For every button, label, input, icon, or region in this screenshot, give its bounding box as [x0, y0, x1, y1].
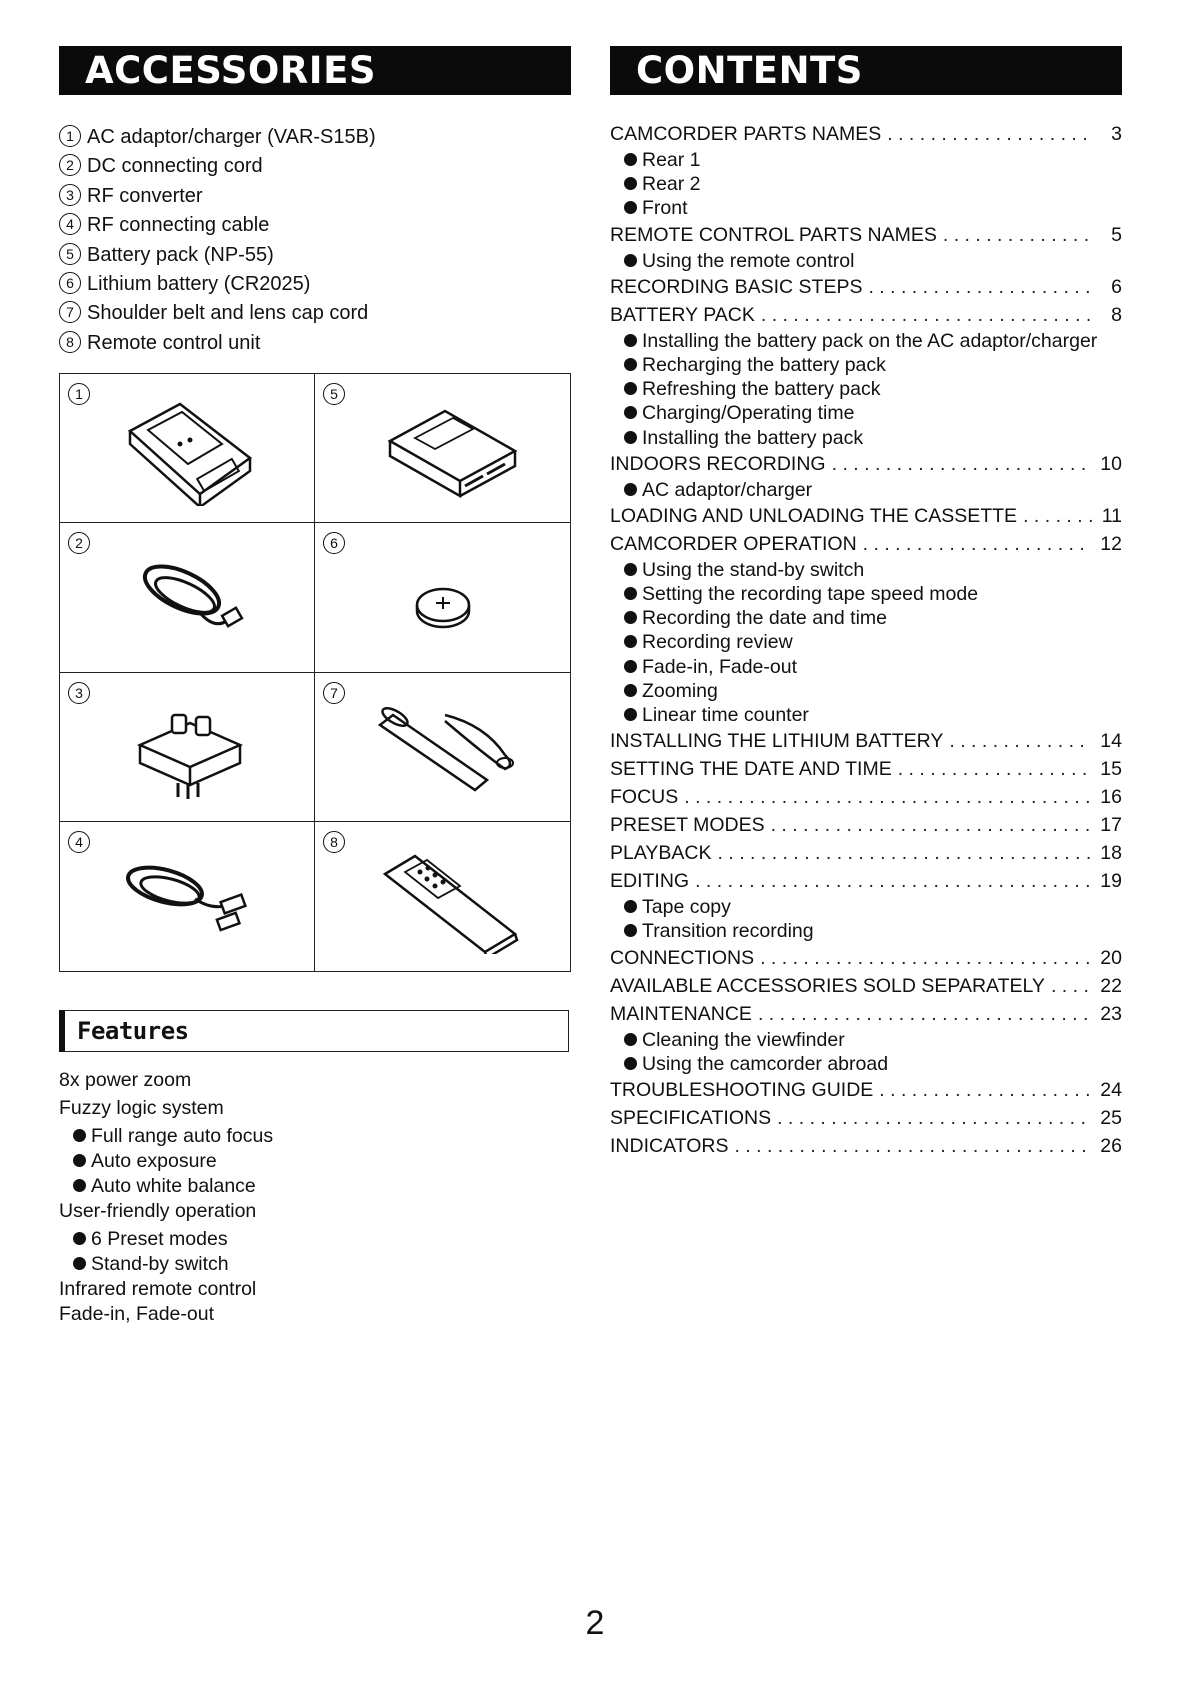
grid-cell-ac-adaptor: [60, 374, 315, 523]
feature-subitem: [59, 1174, 273, 1199]
dot-leader: [777, 1104, 1092, 1132]
toc-subentry-label: Recording review: [642, 631, 793, 654]
table-of-contents: [610, 120, 1122, 1160]
toc-subentry-label: Refreshing the battery pack: [642, 378, 881, 401]
toc-entry: [610, 755, 1122, 783]
bullet-icon: [624, 483, 637, 496]
toc-entry: [610, 1076, 1122, 1104]
toc-entry-page: 18: [1100, 842, 1122, 865]
toc-entry-page: 20: [1100, 946, 1122, 969]
toc-subentry: [610, 703, 1122, 727]
toc-subentry: [610, 558, 1122, 582]
dot-leader: [868, 273, 1092, 301]
grid-cell-rf-converter: [60, 673, 315, 822]
item-number: 3: [68, 682, 90, 704]
bullet-icon: [624, 635, 637, 648]
toc-entry: [610, 120, 1122, 148]
toc-entry-title: REMOTE CONTROL PARTS NAMES: [610, 223, 937, 246]
dot-leader: [1023, 502, 1092, 530]
toc-entry: [610, 273, 1122, 301]
item-number: 4: [59, 213, 81, 235]
toc-subentry: [610, 329, 1122, 353]
bullet-icon: [73, 1232, 86, 1245]
toc-subentry-label: Rear 2: [642, 173, 701, 196]
item-number: 4: [68, 831, 90, 853]
accessory-item: [59, 123, 571, 152]
feature-item: 8x power zoom: [59, 1069, 192, 1091]
feature-item: Fade-in, Fade-out: [59, 1303, 215, 1325]
grid-cell-rf-cable: [60, 822, 315, 971]
toc-entry-title: PLAYBACK: [610, 842, 712, 865]
accessory-label: Lithium battery (CR2025): [87, 272, 311, 295]
accessory-item: [59, 329, 571, 358]
dot-leader: [771, 811, 1092, 839]
toc-subentry: [610, 1028, 1122, 1052]
toc-entry-title: AVAILABLE ACCESSORIES SOLD SEPARATELY: [610, 974, 1045, 997]
toc-entry-page: 17: [1100, 814, 1122, 837]
toc-subentry: [610, 919, 1122, 943]
toc-subentry: [610, 249, 1122, 273]
accessory-item: [59, 270, 571, 299]
accessory-label: AC adaptor/charger (VAR-S15B): [87, 126, 376, 148]
dot-leader: [734, 1132, 1092, 1160]
bullet-icon: [624, 900, 637, 913]
contents-heading: CONTENTS: [610, 46, 1122, 95]
toc-entry-page: 10: [1100, 452, 1122, 475]
item-number: 5: [323, 383, 345, 405]
item-number: 3: [59, 184, 81, 206]
item-number: 1: [59, 125, 81, 147]
accessory-item: [59, 152, 571, 181]
toc-entry-page: 5: [1111, 223, 1122, 246]
toc-subentry-label: Cleaning the viewfinder: [642, 1028, 845, 1051]
toc-subentry-label: Fade-in, Fade-out: [642, 655, 798, 678]
left-column: [59, 46, 571, 1325]
accessory-item: [59, 299, 571, 328]
dc-cord-icon: [110, 535, 270, 655]
accessory-item: [59, 241, 571, 270]
dot-leader: [879, 1076, 1092, 1104]
toc-entry-page: 16: [1100, 786, 1122, 809]
feature-subitem-label: Auto white balance: [91, 1175, 256, 1197]
toc-entry-title: TROUBLESHOOTING GUIDE: [610, 1078, 874, 1101]
feature-item: Fuzzy logic system: [59, 1097, 224, 1119]
toc-entry: [610, 221, 1122, 249]
dot-leader: [758, 1000, 1092, 1028]
toc-entry-title: RECORDING BASIC STEPS: [610, 275, 863, 298]
toc-entry-title: SPECIFICATIONS: [610, 1106, 772, 1129]
dot-leader: [949, 727, 1092, 755]
toc-subentry-label: Installing the battery pack: [642, 426, 864, 449]
toc-entry-title: SETTING THE DATE AND TIME: [610, 758, 892, 781]
bullet-icon: [624, 660, 637, 673]
toc-entry: [610, 839, 1122, 867]
bullet-icon: [624, 611, 637, 624]
bullet-icon: [624, 563, 637, 576]
grid-cell-shoulder-belt: [315, 673, 570, 822]
remote-control-icon: [365, 834, 525, 954]
bullet-icon: [624, 254, 637, 267]
toc-subentry-label: Recharging the battery pack: [642, 353, 886, 376]
toc-entry-page: 6: [1111, 275, 1122, 298]
toc-entry-page: 24: [1100, 1078, 1122, 1101]
dot-leader: [832, 450, 1092, 478]
toc-entry-title: CONNECTIONS: [610, 946, 755, 969]
toc-entry-title: CAMCORDER OPERATION: [610, 532, 857, 555]
feature-subitem-label: Auto exposure: [91, 1150, 217, 1172]
feature-item: User-friendly operation: [59, 1200, 257, 1222]
bullet-icon: [73, 1179, 86, 1192]
toc-subentry: [610, 353, 1122, 377]
accessory-label: RF connecting cable: [87, 214, 270, 237]
bullet-icon: [73, 1257, 86, 1270]
bullet-icon: [624, 201, 637, 214]
feature-item: Infrared remote control: [59, 1278, 257, 1300]
toc-entry-title: BATTERY PACK: [610, 303, 755, 326]
item-number: 8: [59, 331, 81, 353]
accessory-label: Battery pack (NP-55): [87, 243, 274, 266]
toc-subentry-label: Using the stand-by switch: [642, 558, 865, 581]
toc-entry: [610, 530, 1122, 558]
dot-leader: [887, 120, 1092, 148]
bullet-icon: [624, 406, 637, 419]
item-number: 1: [68, 383, 90, 405]
bullet-icon: [73, 1129, 86, 1142]
toc-entry-title: FOCUS: [610, 786, 679, 809]
toc-entry-title: MAINTENANCE: [610, 1002, 752, 1025]
toc-subentry-label: Zooming: [642, 679, 718, 702]
bullet-icon: [624, 1057, 637, 1070]
lithium-battery-icon: [365, 535, 525, 655]
page-number: 2: [585, 1604, 605, 1642]
feature-subitem: [59, 1124, 273, 1149]
toc-entry-title: EDITING: [610, 870, 690, 893]
toc-subentry: [610, 1052, 1122, 1076]
bullet-icon: [624, 1033, 637, 1046]
toc-entry-title: CAMCORDER PARTS NAMES: [610, 123, 882, 145]
toc-subentry-label: Charging/Operating time: [642, 402, 855, 425]
accessory-item: [59, 211, 571, 240]
toc-subentry: [610, 630, 1122, 654]
toc-entry-page: 15: [1100, 758, 1122, 781]
dot-leader: [761, 301, 1092, 329]
toc-subentry: [610, 172, 1122, 196]
toc-entry: [610, 867, 1122, 895]
toc-subentry-label: AC adaptor/charger: [642, 478, 813, 501]
toc-subentry-label: Linear time counter: [642, 704, 809, 726]
battery-pack-icon: [365, 386, 525, 506]
accessory-item: [59, 182, 571, 211]
toc-subentry-label: Using the camcorder abroad: [642, 1052, 889, 1075]
toc-subentry: [610, 895, 1122, 919]
toc-subentry: [610, 679, 1122, 703]
toc-entry: [610, 727, 1122, 755]
toc-entry-title: PRESET MODES: [610, 814, 765, 837]
toc-subentry-label: Rear 1: [642, 149, 701, 171]
rf-converter-icon: [110, 685, 270, 805]
toc-subentry-label: Installing the battery pack on the AC adaptor/charger: [642, 329, 1098, 352]
item-number: 2: [59, 154, 81, 176]
toc-subentry: [610, 196, 1122, 220]
toc-entry-page: 22: [1100, 974, 1122, 997]
toc-entry: [610, 1132, 1122, 1160]
bullet-icon: [624, 334, 637, 347]
toc-entry-page: 23: [1100, 1002, 1122, 1025]
toc-entry: [610, 450, 1122, 478]
rf-cable-icon: [110, 834, 270, 954]
toc-entry-page: 12: [1100, 532, 1122, 555]
dot-leader: [863, 530, 1092, 558]
item-number: 8: [323, 831, 345, 853]
grid-cell-lithium-battery: [315, 523, 570, 672]
accessory-label: Shoulder belt and lens cap cord: [87, 302, 369, 325]
ac-adaptor-charger-icon: [110, 386, 270, 506]
toc-subentry: [610, 606, 1122, 630]
toc-entry-title: INSTALLING THE LITHIUM BATTERY: [610, 730, 944, 753]
grid-cell-dc-cord: [60, 523, 315, 672]
toc-entry-title: LOADING AND UNLOADING THE CASSETTE: [610, 504, 1018, 527]
accessory-label: RF converter: [87, 184, 203, 207]
toc-subentry-label: Using the remote control: [642, 249, 855, 272]
toc-entry-page: 14: [1100, 730, 1122, 753]
toc-entry: [610, 502, 1122, 530]
grid-cell-remote-control: [315, 822, 570, 971]
toc-subentry-label: Front: [642, 197, 688, 220]
toc-subentry: [610, 401, 1122, 425]
bullet-icon: [624, 684, 637, 697]
toc-entry-title: INDOORS RECORDING: [610, 452, 826, 475]
bullet-icon: [624, 358, 637, 371]
accessories-heading: ACCESSORIES: [59, 46, 571, 95]
toc-entry: [610, 972, 1122, 1000]
bullet-icon: [624, 708, 637, 721]
item-number: 6: [323, 532, 345, 554]
features-list: [59, 1068, 273, 1327]
toc-entry: [610, 811, 1122, 839]
toc-entry: [610, 783, 1122, 811]
item-number: 7: [59, 301, 81, 323]
toc-entry: [610, 1000, 1122, 1028]
feature-subitem: [59, 1227, 273, 1252]
accessories-illustration-grid: [59, 373, 571, 972]
dot-leader: [718, 839, 1092, 867]
bullet-icon: [624, 382, 637, 395]
toc-subentry: [610, 426, 1122, 450]
features-heading-box: [59, 1010, 569, 1052]
item-number: 6: [59, 272, 81, 294]
item-number: 7: [323, 682, 345, 704]
dot-leader: [943, 221, 1092, 249]
toc-subentry: [610, 582, 1122, 606]
toc-entry-page: 19: [1100, 870, 1122, 893]
features-heading: Features: [77, 1017, 189, 1045]
toc-entry-page: 11: [1101, 504, 1122, 527]
toc-subentry: [610, 148, 1122, 172]
bullet-icon: [73, 1154, 86, 1167]
toc-entry-page: 25: [1100, 1106, 1122, 1129]
shoulder-belt-icon: [365, 685, 525, 805]
bullet-icon: [624, 177, 637, 190]
grid-cell-battery-pack: [315, 374, 570, 523]
accessory-label: DC connecting cord: [87, 155, 263, 178]
feature-subitem-label: Stand-by switch: [91, 1253, 229, 1275]
accessories-list: [59, 123, 571, 358]
feature-subitem-label: 6 Preset modes: [91, 1228, 228, 1250]
right-column: [610, 46, 1122, 1160]
toc-entry: [610, 944, 1122, 972]
toc-subentry-label: Transition recording: [642, 920, 814, 943]
dot-leader: [1051, 972, 1092, 1000]
dot-leader: [760, 944, 1092, 972]
toc-subentry: [610, 377, 1122, 401]
toc-entry-page: 26: [1100, 1134, 1122, 1157]
toc-entry-page: 8: [1111, 303, 1122, 326]
toc-entry: [610, 301, 1122, 329]
bullet-icon: [624, 153, 637, 166]
dot-leader: [695, 867, 1092, 895]
feature-subitem: [59, 1252, 273, 1277]
toc-entry: [610, 1104, 1122, 1132]
item-number: 5: [59, 243, 81, 265]
item-number: 2: [68, 532, 90, 554]
toc-subentry-label: Tape copy: [642, 896, 731, 919]
feature-subitem: [59, 1149, 273, 1174]
bullet-icon: [624, 587, 637, 600]
bullet-icon: [624, 924, 637, 937]
toc-subentry: [610, 478, 1122, 502]
dot-leader: [684, 783, 1092, 811]
toc-entry-title: INDICATORS: [610, 1134, 729, 1157]
accessory-label: Remote control unit: [87, 331, 261, 354]
toc-entry-page: 3: [1111, 123, 1122, 145]
bullet-icon: [624, 431, 637, 444]
toc-subentry: [610, 655, 1122, 679]
toc-subentry-label: Setting the recording tape speed mode: [642, 583, 979, 606]
feature-subitem-label: Full range auto focus: [91, 1125, 274, 1147]
dot-leader: [898, 755, 1092, 783]
toc-subentry-label: Recording the date and time: [642, 607, 887, 630]
